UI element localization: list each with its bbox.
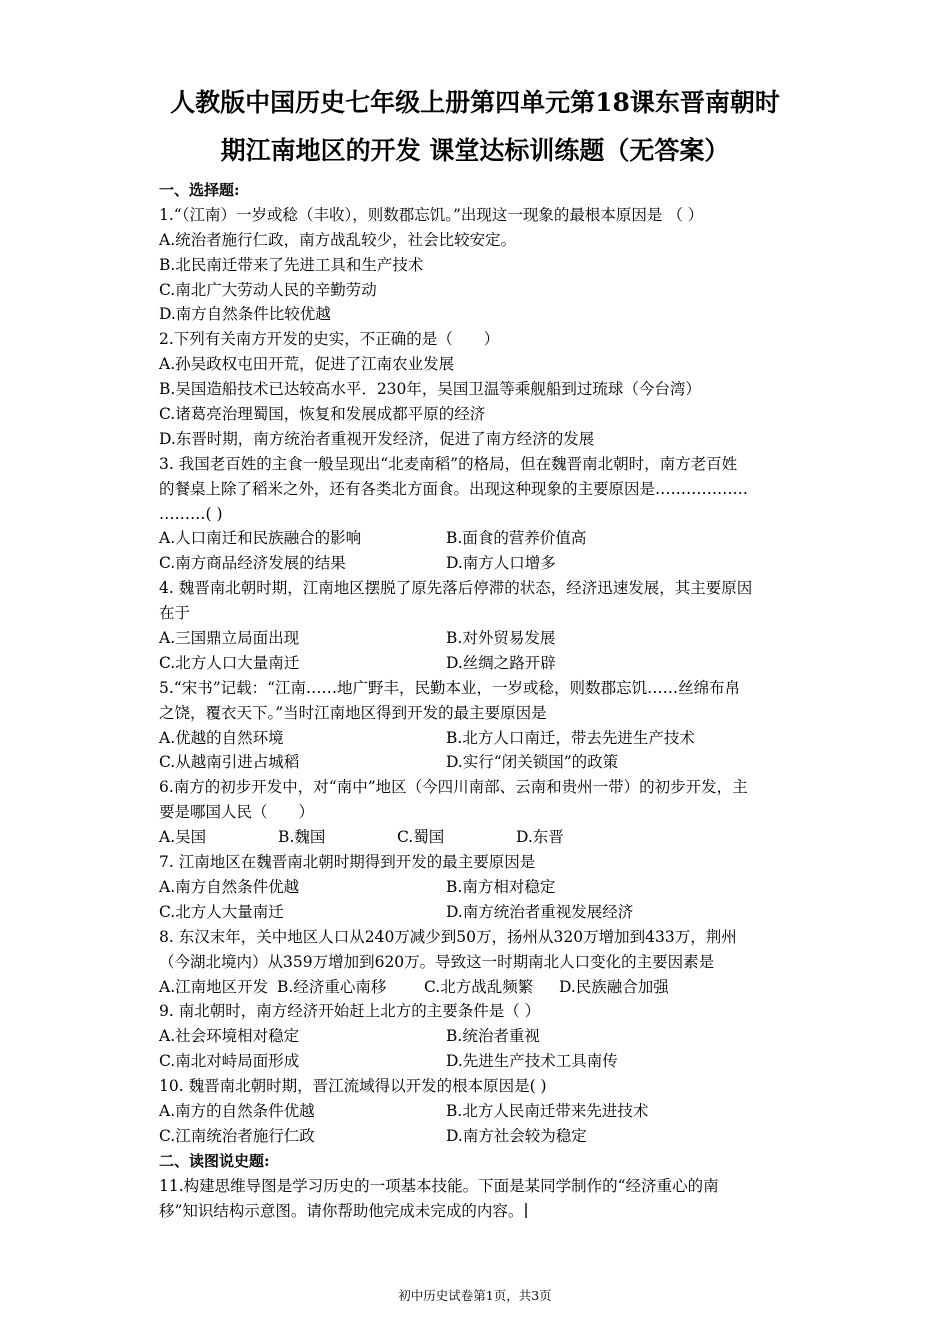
question-3-stem-line-2: 的餐桌上除了稻米之外，还有各类北方面食。出现这种现象的主要原因是……………… — [159, 479, 749, 498]
question-3-option-d: D.南方人口增多 — [446, 554, 556, 573]
question-5-options-row-2 — [159, 750, 791, 775]
question-1-stem: 1.“（江南）一岁或稔（丰收），则数郡忘饥。”出现这一现象的最根本原因是 （ ） — [159, 205, 704, 224]
question-3-option-a: A.人口南迁和民族融合的影响 — [159, 529, 362, 548]
question-6-options-row — [159, 825, 791, 850]
question-4-option-b: B.对外贸易发展 — [446, 629, 556, 648]
question-5-stem-line-1: 5.“宋书”记载：“江南……地广野丰，民勤本业，一岁或稔，则数郡忘饥……丝绵布帛 — [159, 678, 741, 697]
question-4-option-d: D.丝绸之路开辟 — [446, 653, 556, 672]
question-1-option-b: B.北民南迁带来了先进工具和生产技术 — [159, 255, 424, 274]
document-title-line-1: 人教版中国历史七年级上册第四单元第18课东晋南朝时 — [170, 88, 780, 117]
question-11-stem-line-1: 11.构建思维导图是学习历史的一项基本技能。下面是某同学制作的“经济重心的南 — [159, 1176, 719, 1195]
question-2-option-c: C.诸葛亮治理蜀国，恢复和发展成都平原的经济 — [159, 405, 486, 424]
question-4-options-row-2 — [159, 651, 791, 676]
question-3-stem-line-1: 3. 我国老百姓的主食一般呈现出“北麦南稻”的格局，但在魏晋南北朝时，南方老百姓 — [159, 454, 738, 473]
question-5-option-d: D.实行“闭关锁国”的政策 — [446, 753, 619, 772]
question-9-option-d: D.先进生产技术工具南传 — [446, 1052, 618, 1071]
question-7-options-row-2 — [159, 900, 791, 925]
document-title-line-2: 期江南地区的开发 课堂达标训练题（无答案） — [220, 136, 730, 165]
section-heading-choice: 一、选择题: — [159, 181, 240, 199]
question-4-options-row-1 — [159, 626, 791, 651]
question-6-option-c: C.蜀国 — [397, 828, 445, 847]
question-10-options-row-1 — [159, 1099, 791, 1124]
question-4-option-a: A.三国鼎立局面出现 — [159, 629, 300, 648]
question-10-option-a: A.南方的自然条件优越 — [159, 1101, 315, 1120]
question-7-option-b: B.南方相对稳定 — [446, 877, 556, 896]
question-1-option-c: C.南北广大劳动人民的辛勤劳动 — [159, 280, 377, 299]
question-10-option-b: B.北方人民南迁带来先进技术 — [446, 1101, 649, 1120]
question-10-options-row-2 — [159, 1124, 791, 1149]
page-footer: 初中历史试卷第1页，共3页 — [398, 1288, 552, 1303]
question-10-stem: 10. 魏晋南北朝时期，晋江流域得以开发的根本原因是( ) — [159, 1077, 547, 1096]
question-5-option-a: A.优越的自然环境 — [159, 728, 284, 747]
question-11-stem-line-2 — [159, 1199, 791, 1224]
question-8-option-c: C.北方战乱频繁 — [424, 977, 534, 996]
question-5-stem-line-2: 之饶，覆衣天下。”当时江南地区得到开发的最主要原因是 — [159, 703, 547, 722]
question-3-options-row-2 — [159, 551, 791, 576]
question-2-stem: 2.下列有关南方开发的史实，不正确的是（ ） — [159, 330, 500, 349]
question-9-options-row-2 — [159, 1049, 791, 1074]
question-9-option-c: C.南北对峙局面形成 — [159, 1052, 300, 1071]
question-8-stem-line-2: （今湖北境内）从359万增加到620万。导致这一时期南北人口变化的主要因素是 — [159, 952, 715, 971]
question-5-options-row-1 — [159, 726, 791, 751]
question-10-option-d: D.南方社会较为稳定 — [446, 1126, 587, 1145]
question-3-option-b: B.面食的营养价值高 — [446, 529, 587, 548]
question-3-options-row-1 — [159, 526, 791, 551]
question-9-stem: 9. 南北朝时，南方经济开始赶上北方的主要条件是（ ） — [159, 1002, 541, 1021]
document-body — [159, 178, 791, 1223]
text-cursor-icon — [525, 1203, 527, 1218]
question-4-option-c: C.北方人口大量南迁 — [159, 653, 300, 672]
question-6-option-a: A.吴国 — [159, 828, 207, 847]
question-3-option-c: C.南方商品经济发展的结果 — [159, 554, 346, 573]
question-7-option-a: A.南方自然条件优越 — [159, 877, 300, 896]
question-8-option-b: B.经济重心南移 — [277, 977, 387, 996]
question-6-option-b: B.魏国 — [278, 828, 326, 847]
question-3-stem-line-3: ………( ) — [159, 504, 223, 523]
question-6-stem-line-1: 6.南方的初步开发中，对“南中”地区（今四川南部、云南和贵州一带）的初步开发，主 — [159, 778, 748, 797]
question-2-option-d: D.东晋时期，南方统治者重视开发经济，促进了南方经济的发展 — [159, 429, 595, 448]
question-8-stem-line-1: 8. 东汉末年，关中地区人口从240万减少到50万，扬州从320万增加到433万，荆州 — [159, 927, 737, 946]
question-6-option-d: D.东晋 — [516, 828, 564, 847]
question-9-option-a: A.社会环境相对稳定 — [159, 1027, 300, 1046]
question-7-option-c: C.北方人大量南迁 — [159, 902, 284, 921]
question-4-stem-line-2: 在于 — [159, 604, 191, 623]
question-9-option-b: B.统治者重视 — [446, 1027, 540, 1046]
question-1-option-d: D.南方自然条件比较优越 — [159, 305, 331, 324]
question-5-option-b: B.北方人口南迁，带去先进生产技术 — [446, 728, 695, 747]
question-7-options-row-1 — [159, 875, 791, 900]
question-10-option-c: C.江南统治者施行仁政 — [159, 1126, 315, 1145]
question-6-stem-line-2: 要是哪国人民（ ） — [159, 803, 315, 822]
question-2-option-b: B.吴国造船技术已达较高水平．230年，吴国卫温等乘舰船到过琉球（今台湾） — [159, 380, 701, 399]
question-7-stem: 7. 江南地区在魏晋南北朝时期得到开发的最主要原因是 — [159, 853, 536, 872]
question-11-stem-line-2-text: 移”知识结构示意图。请你帮助他完成未完成的内容。 — [159, 1201, 524, 1220]
question-2-option-a: A.孙吴政权屯田开荒，促进了江南农业发展 — [159, 355, 455, 374]
question-9-options-row-1 — [159, 1024, 791, 1049]
question-7-option-d: D.南方统治者重视发展经济 — [446, 902, 634, 921]
question-8-option-d: D.民族融合加强 — [559, 977, 669, 996]
section-heading-map-reading: 二、读图说史题: — [159, 1151, 270, 1170]
question-8-options-row — [159, 975, 791, 1000]
question-8-option-a: A.江南地区开发 — [159, 977, 269, 996]
question-1-option-a: A.统治者施行仁政，南方战乱较少，社会比较安定。 — [159, 230, 517, 249]
question-5-option-c: C.从越南引进占城稻 — [159, 753, 300, 772]
question-4-stem-line-1: 4. 魏晋南北朝时期，江南地区摆脱了原先落后停滞的状态，经济迅速发展，其主要原因 — [159, 579, 753, 598]
